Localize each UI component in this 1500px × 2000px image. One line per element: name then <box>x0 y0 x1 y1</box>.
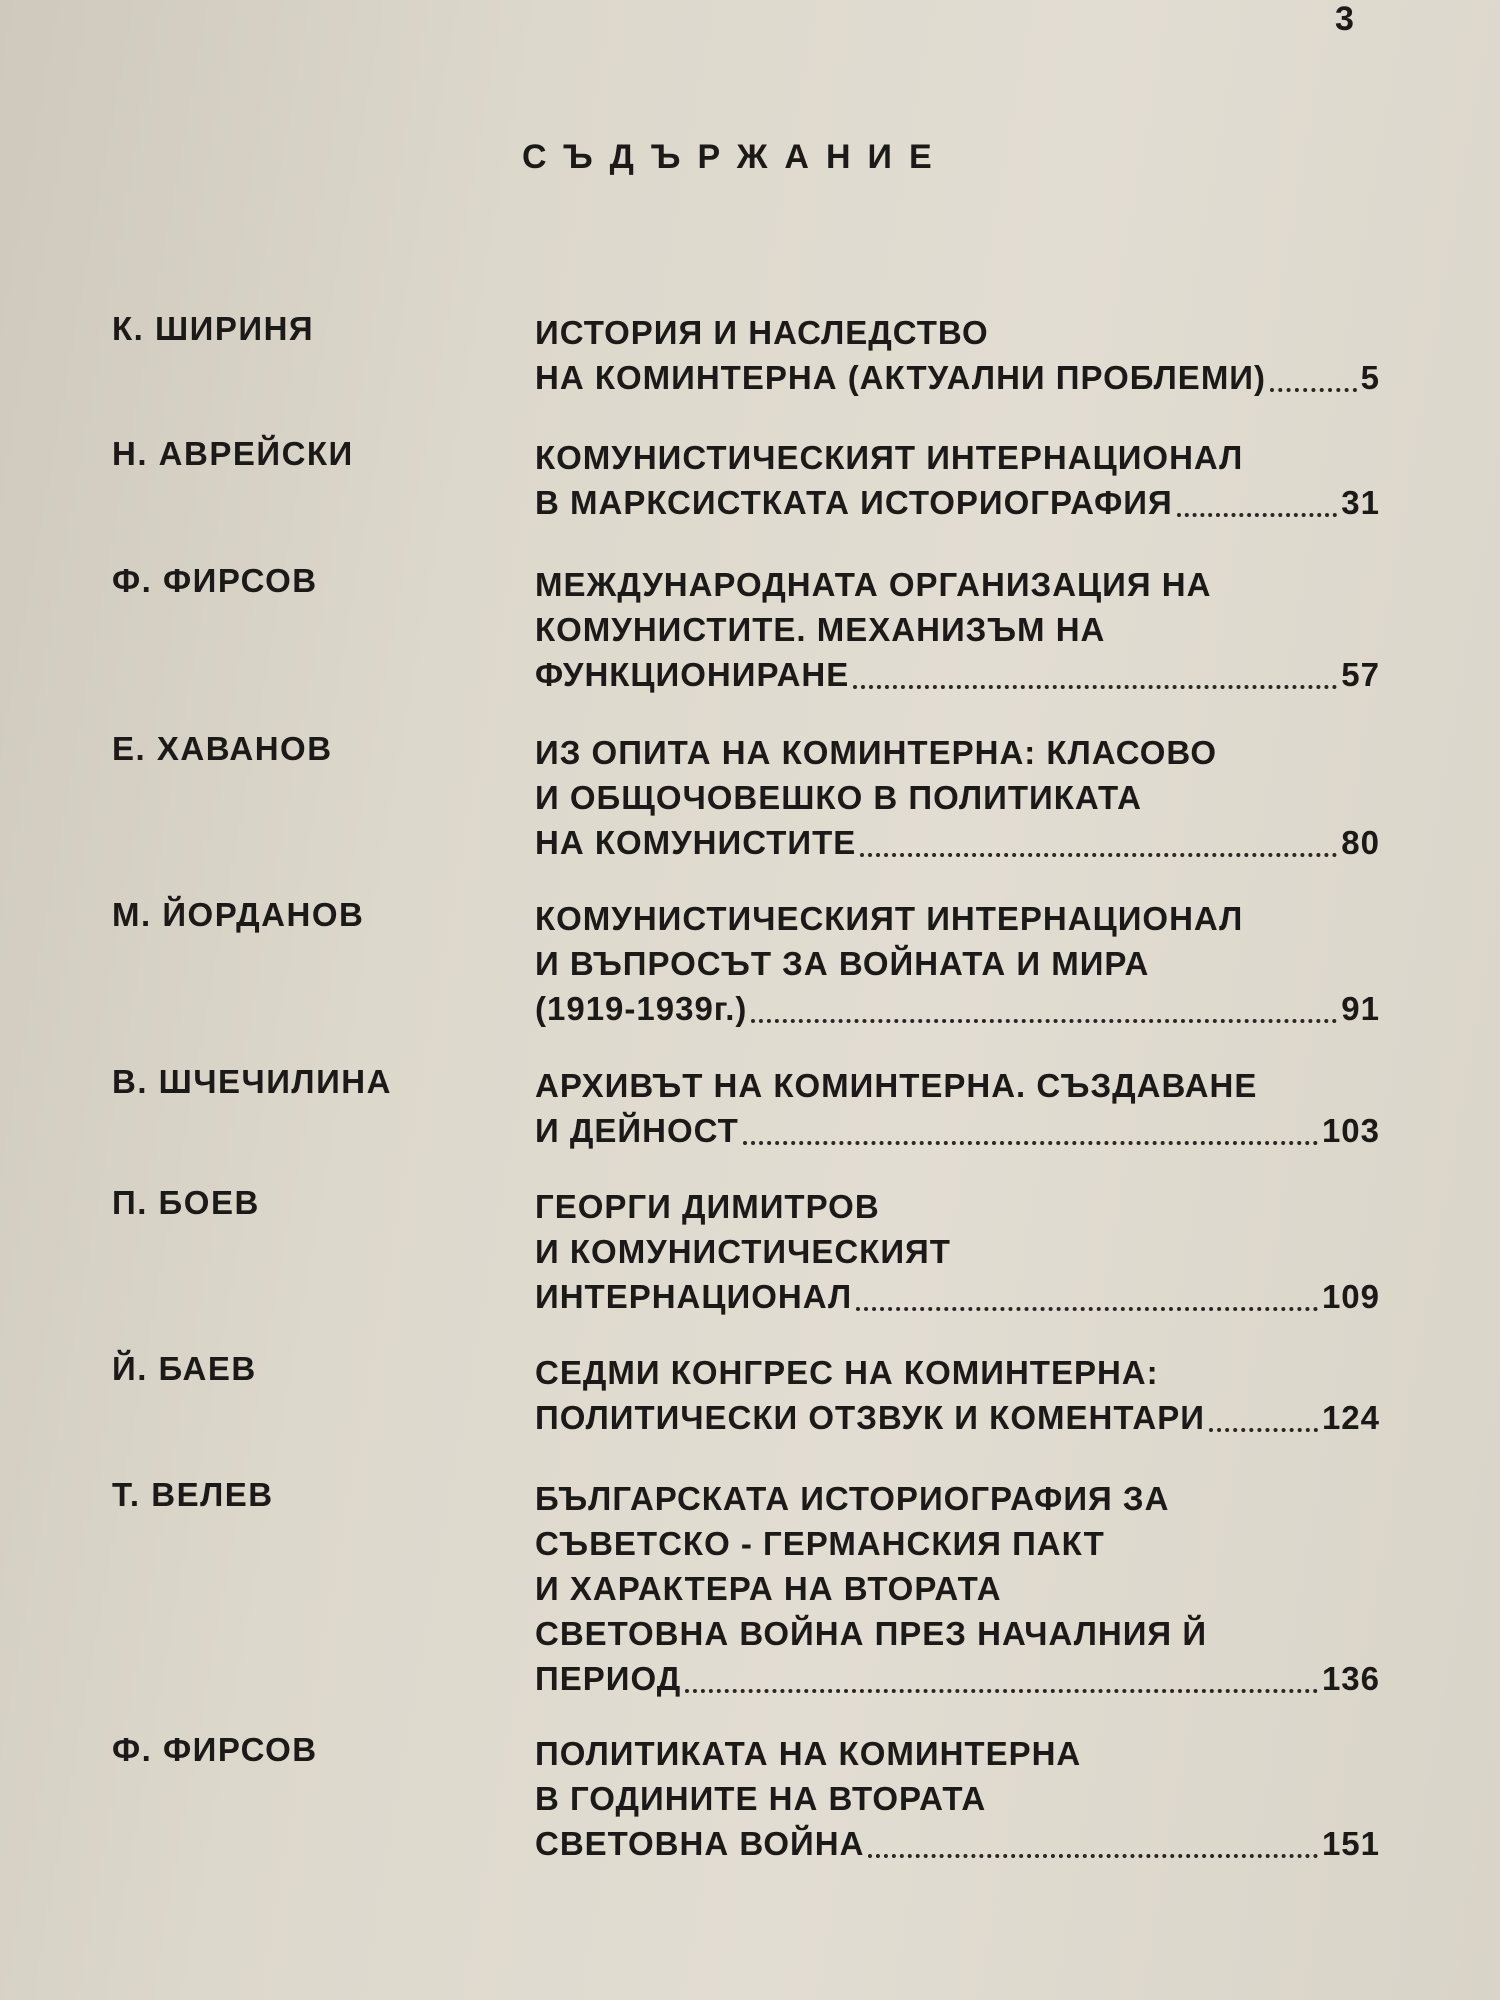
dot-leader <box>1270 388 1357 392</box>
entry-title-text: КОМУНИСТИЧЕСКИЯТ ИНТЕРНАЦИОНАЛ <box>535 900 1244 937</box>
entry-author: К. ШИРИНЯ <box>112 310 315 347</box>
entry-author: Й. БАЕВ <box>112 1350 257 1387</box>
entry-title-line <box>535 1108 1380 1153</box>
entry-title <box>535 1184 1380 1319</box>
entry-title-line <box>535 730 1380 775</box>
entry-author: Е. ХАВАНОВ <box>112 730 333 767</box>
entry-page-number: 80 <box>1341 824 1380 861</box>
entry-title-line <box>535 1821 1380 1866</box>
entry-title-text: ИНТЕРНАЦИОНАЛ <box>535 1278 853 1315</box>
entry-title <box>535 730 1380 865</box>
entry-title-text: В ГОДИНИТЕ НА ВТОРАТА <box>535 1780 987 1817</box>
entry-page-number: 91 <box>1341 990 1380 1027</box>
entry-title-text: ИЗ ОПИТА НА КОМИНТЕРНА: КЛАСОВО <box>535 734 1218 771</box>
entry-title-text: (1919-1939г.) <box>535 990 748 1027</box>
entry-title <box>535 435 1380 525</box>
entry-title-text: ИСТОРИЯ И НАСЛЕДСТВО <box>535 314 989 351</box>
entry-title-line <box>535 1229 1380 1274</box>
entry-page-number: 136 <box>1321 1660 1380 1697</box>
entry-title-line <box>535 355 1380 400</box>
entry-author: Ф. ФИРСОВ <box>112 1731 318 1768</box>
entry-author: Н. АВРЕЙСКИ <box>112 435 354 472</box>
entry-title-line <box>535 1566 1380 1611</box>
entry-title-line <box>535 941 1380 986</box>
entry-title-line <box>535 562 1380 607</box>
entry-title <box>535 1350 1380 1440</box>
entry-title-text: И ДЕЙНОСТ <box>535 1112 739 1149</box>
entry-title-line <box>535 1776 1380 1821</box>
dot-leader <box>743 1141 1318 1145</box>
entry-author: В. ШЧЕЧИЛИНА <box>112 1063 392 1100</box>
entry-title <box>535 310 1380 400</box>
entry-title-text: И ВЪПРОСЪТ ЗА ВОЙНАТА И МИРА <box>535 945 1150 982</box>
dot-leader <box>868 1854 1318 1858</box>
entry-page-number: 103 <box>1321 1112 1380 1149</box>
entry-title-text: НА КОМИНТЕРНА (АКТУАЛНИ ПРОБЛЕМИ) <box>535 359 1267 396</box>
entry-title-line <box>535 775 1380 820</box>
entry-title-line <box>535 820 1380 865</box>
entry-title-text: СВЕТОВНА ВОЙНА <box>535 1825 865 1862</box>
entry-page-number: 57 <box>1341 656 1380 693</box>
entry-title-text: СЪВЕТСКО - ГЕРМАНСКИЯ ПАКТ <box>535 1525 1105 1562</box>
entry-title-text: И КОМУНИСТИЧЕСКИЯТ <box>535 1233 951 1270</box>
entry-title-text: АРХИВЪТ НА КОМИНТЕРНА. СЪЗДАВАНЕ <box>535 1067 1258 1104</box>
dot-leader <box>685 1689 1318 1693</box>
entry-page-number: 5 <box>1360 359 1380 396</box>
entry-title-line <box>535 1476 1380 1521</box>
entry-title-line <box>535 1731 1380 1776</box>
entry-page-number: 31 <box>1341 484 1380 521</box>
entry-title <box>535 1063 1380 1153</box>
entry-title-line <box>535 986 1380 1031</box>
dot-leader <box>856 1307 1318 1311</box>
entry-title-line <box>535 1350 1380 1395</box>
entry-title-text: ГЕОРГИ ДИМИТРОВ <box>535 1188 880 1225</box>
entry-title-line <box>535 1184 1380 1229</box>
dot-leader <box>1209 1428 1318 1432</box>
entry-title-line <box>535 1521 1380 1566</box>
entry-title-text: ФУНКЦИОНИРАНЕ <box>535 656 850 693</box>
entry-title-text: БЪЛГАРСКАТА ИСТОРИОГРАФИЯ ЗА <box>535 1480 1170 1517</box>
entry-title-text: И ОБЩОЧОВЕШКО В ПОЛИТИКАТА <box>535 779 1142 816</box>
page-title: СЪДЪРЖАНИЕ <box>522 138 949 176</box>
entry-title-line <box>535 1611 1380 1656</box>
entry-title-line <box>535 896 1380 941</box>
entry-title-line <box>535 1063 1380 1108</box>
entry-page-number: 151 <box>1321 1825 1380 1862</box>
entry-title-text: И ХАРАКТЕРА НА ВТОРАТА <box>535 1570 1002 1607</box>
entry-author: П. БОЕВ <box>112 1184 260 1221</box>
dot-leader <box>751 1019 1337 1023</box>
entry-author: М. ЙОРДАНОВ <box>112 896 365 933</box>
entry-author: Т. ВЕЛЕВ <box>112 1476 274 1513</box>
dot-leader <box>853 685 1337 689</box>
entry-title-text: НА КОМУНИСТИТЕ <box>535 824 857 861</box>
entry-title-text: КОМУНИСТИЧЕСКИЯТ ИНТЕРНАЦИОНАЛ <box>535 439 1244 476</box>
entry-title-line <box>535 1656 1380 1701</box>
entry-title-text: ПОЛИТИКАТА НА КОМИНТЕРНА <box>535 1735 1082 1772</box>
entry-title <box>535 1731 1380 1866</box>
entry-title-line <box>535 310 1380 355</box>
entry-title-line <box>535 607 1380 652</box>
entry-title-line <box>535 435 1380 480</box>
entry-title <box>535 562 1380 697</box>
entry-title-line <box>535 1274 1380 1319</box>
entry-title-text: ПЕРИОД <box>535 1660 682 1697</box>
entry-author: Ф. ФИРСОВ <box>112 562 318 599</box>
entry-page-number: 124 <box>1321 1399 1380 1436</box>
entry-title-text: МЕЖДУНАРОДНАТА ОРГАНИЗАЦИЯ НА <box>535 566 1212 603</box>
entry-title-text: КОМУНИСТИТЕ. МЕХАНИЗЪМ НА <box>535 611 1106 648</box>
entry-title <box>535 1476 1380 1701</box>
entry-title <box>535 896 1380 1031</box>
dot-leader <box>1177 513 1338 517</box>
entry-page-number: 109 <box>1321 1278 1380 1315</box>
entry-title-line <box>535 652 1380 697</box>
entry-title-text: ПОЛИТИЧЕСКИ ОТЗВУК И КОМЕНТАРИ <box>535 1399 1205 1436</box>
entry-title-text: В МАРКСИСТКАТА ИСТОРИОГРАФИЯ <box>535 484 1173 521</box>
entry-title-text: СВЕТОВНА ВОЙНА ПРЕЗ НАЧАЛНИЯ Й <box>535 1615 1208 1652</box>
entry-title-line <box>535 1395 1380 1440</box>
page-number: 3 <box>1335 0 1354 38</box>
entry-title-line <box>535 480 1380 525</box>
entry-title-text: СЕДМИ КОНГРЕС НА КОМИНТЕРНА: <box>535 1354 1159 1391</box>
dot-leader <box>860 853 1337 857</box>
